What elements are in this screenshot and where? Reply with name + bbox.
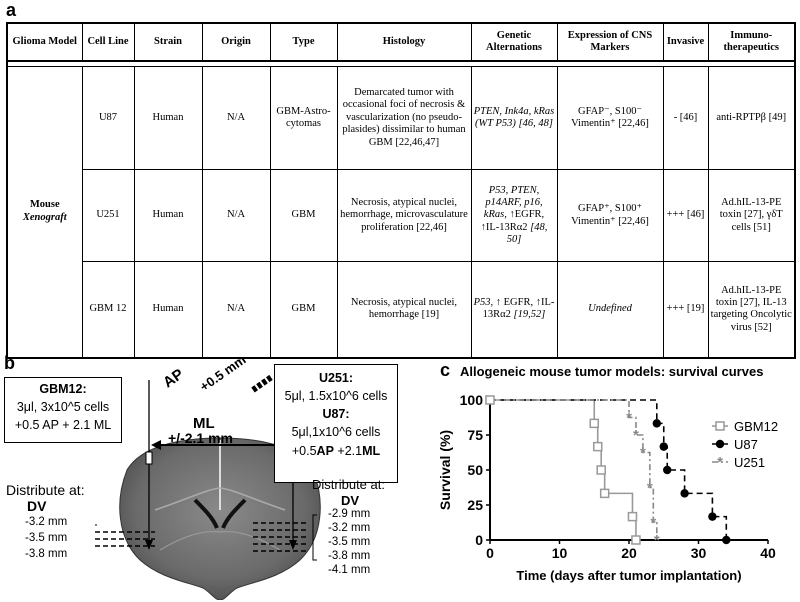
left-depth: -3.5 mm [25,532,68,544]
cell-markers: GFAP⁻, S100⁻ Vimentin⁺ [22,46] [557,67,663,170]
x-axis-label: Time (days after tumor implantation) [516,568,742,583]
gbm12-volume: 3μl, 3x10^5 cells [16,400,110,415]
ml-label: ML [193,415,215,432]
right-depth: -3.8 mm [328,550,371,562]
gbm12-injection-box [4,377,122,443]
cell-strain: Human [134,262,202,358]
data-point [663,466,671,474]
x-tick-label: 40 [760,545,776,561]
table-row [7,170,795,262]
header-histology: Histology [337,23,471,61]
survival-curve-gbm12 [490,400,636,540]
legend-label: GBM12 [734,419,779,434]
cell-invasive: +++ [19] [663,262,708,358]
x-tick-label: 20 [621,545,637,561]
data-point: * [646,479,653,497]
cell-immuno: Ad.hIL-13-PE toxin [27], γδT cells [51] [708,170,795,262]
data-point [486,396,494,404]
u251-title: U251: [318,371,354,385]
cell-strain: Human [134,170,202,262]
y-tick-label: 25 [467,497,483,513]
y-tick-label: 0 [475,532,483,548]
left-depth: -3.8 mm [25,548,68,560]
genetic-plain: ↑EGFR, ↑IL-13Rα2 [480,209,545,233]
genetic-italic: P53, PTEN, p14ARF, p16, kRas, [483,184,543,221]
u251-volume: 5μl, 1.5x10^6 cells [284,389,388,404]
cell-genetic [471,170,557,262]
chart-title: Allogeneic mouse tumor models: survival curves [460,364,764,379]
left-distribute-label: Distribute at: [6,482,85,498]
data-point [590,419,598,427]
x-tick-label: 0 [486,545,494,561]
cell-type: GBM [270,262,337,358]
data-point [680,489,688,497]
data-point [653,419,661,427]
y-axis-label: Survival (%) [437,429,453,511]
u87-coord-ml-value: +2.1 [333,443,363,458]
cell-line: U251 [82,170,134,262]
header-glioma-model: Glioma Model [7,23,82,61]
header-origin: Origin [202,23,270,61]
table-row [7,67,795,170]
header-markers: Expression of CNS Markers [557,23,663,61]
panel-c-letter: c [440,360,451,380]
data-point [660,442,668,450]
data-point [632,536,640,544]
right-dv-label: DV [341,493,360,508]
survival-chart [436,382,796,600]
cell-line: U87 [82,67,134,170]
left-depth: -3.2 mm [25,516,68,528]
data-point [708,512,716,520]
header-type: Type [270,23,337,61]
cell-origin: N/A [202,262,270,358]
cell-histology: Necrosis, atypical nuclei, hemorrhage, microvasculature proliferation [22,46] [337,170,471,262]
cell-markers: Undefined [557,262,663,358]
header-cell-line: Cell Line [82,23,134,61]
gbm12-title: GBM12: [39,382,87,396]
legend-marker [716,440,724,448]
header-invasive: Invasive [663,23,708,61]
data-point: * [650,514,657,532]
cell-histology: Necrosis, atypical nuclei, hemorrhage [19] [337,262,471,358]
genetic-italic: P53, [473,296,494,308]
cell-origin: N/A [202,67,270,170]
cell-genetic [471,262,557,358]
left-dv-label: DV [27,498,47,514]
cell-histology: Demarcated tumor with occasional foci of necrosis & vascularization (no pseudo-plasides) dissimilar to human GBM [22,46,47] [337,67,471,170]
u87-coord-ap: AP [316,443,334,458]
data-point: * [633,427,639,444]
legend-marker: * [717,454,723,471]
right-depth: -2.9 mm [328,508,371,520]
u87-coords [275,442,397,460]
header-strain: Strain [134,23,202,61]
y-tick-label: 75 [467,427,483,443]
panel-a-letter: a [6,0,17,20]
data-point: * [653,532,660,549]
cell-immuno: Ad.hIL-13-PE toxin [27], IL-13 targeting Oncolytic virus [52] [708,262,795,358]
u251-u87-injection-box [274,364,398,483]
u87-coord-ml: ML [362,443,381,458]
cell-origin: N/A [202,170,270,262]
u87-title: U87: [322,407,350,422]
y-tick-label: 50 [467,462,483,478]
header-immuno: Immuno-therapeutics [708,23,795,61]
data-point: * [626,409,632,427]
data-point: * [639,444,646,462]
genetic-plain: ↑ EGFR, ↑IL-13Rα2 [482,296,555,321]
data-point [601,489,609,497]
table-header-row [7,23,795,61]
right-depth: -4.1 mm [328,564,371,576]
genetic-ref: [48, 50] [506,221,548,246]
panel-b-letter: b [4,353,15,373]
data-point [722,536,730,544]
cell-type: GBM-Astro-cytomas [270,67,337,170]
right-depth: -3.5 mm [328,536,371,548]
x-tick-label: 10 [551,545,568,561]
model-italic: Xenograft [22,211,67,223]
u87-volume: 5μl,1x10^6 cells [291,425,381,440]
cell-invasive: +++ [46] [663,170,708,262]
cell-type: GBM [270,170,337,262]
glioma-model-table [6,22,796,359]
ml-value: +/-2.1 mm [168,430,233,446]
model-cell [7,67,82,358]
table-row [7,262,795,358]
cell-genetic: PTEN, Ink4a, kRas (WT P53) [46, 48] [471,67,557,170]
cell-markers: GFAP⁺, S100⁺ Vimentin⁺ [22,46] [557,170,663,262]
y-tick-label: 100 [459,392,483,408]
cell-strain: Human [134,67,202,170]
cell-line: GBM 12 [82,262,134,358]
x-tick-label: 30 [690,545,707,561]
data-point [628,513,636,521]
data-point [594,443,602,451]
legend-label: U251 [734,455,766,470]
cell-invasive: - [46] [663,67,708,170]
model-bold: Mouse [29,199,60,211]
legend-label: U87 [734,437,758,452]
ap-value: +0.5 mm [197,351,249,395]
cell-immuno: anti-RPTPβ [49] [708,67,795,170]
right-distribute-label: Distribute at: [312,477,385,492]
ap-label: AP [160,365,187,392]
data-point [597,466,605,474]
header-genetic: Genetic Alternations [471,23,557,61]
u87-coord-ap-value: +0.5 [291,443,317,458]
gbm12-coords: +0.5 AP + 2.1 ML [14,418,112,433]
right-depth: -3.2 mm [328,522,371,534]
survival-curve-u87 [490,400,726,540]
genetic-ref: [19,52] [513,309,546,321]
legend-marker [716,422,724,430]
